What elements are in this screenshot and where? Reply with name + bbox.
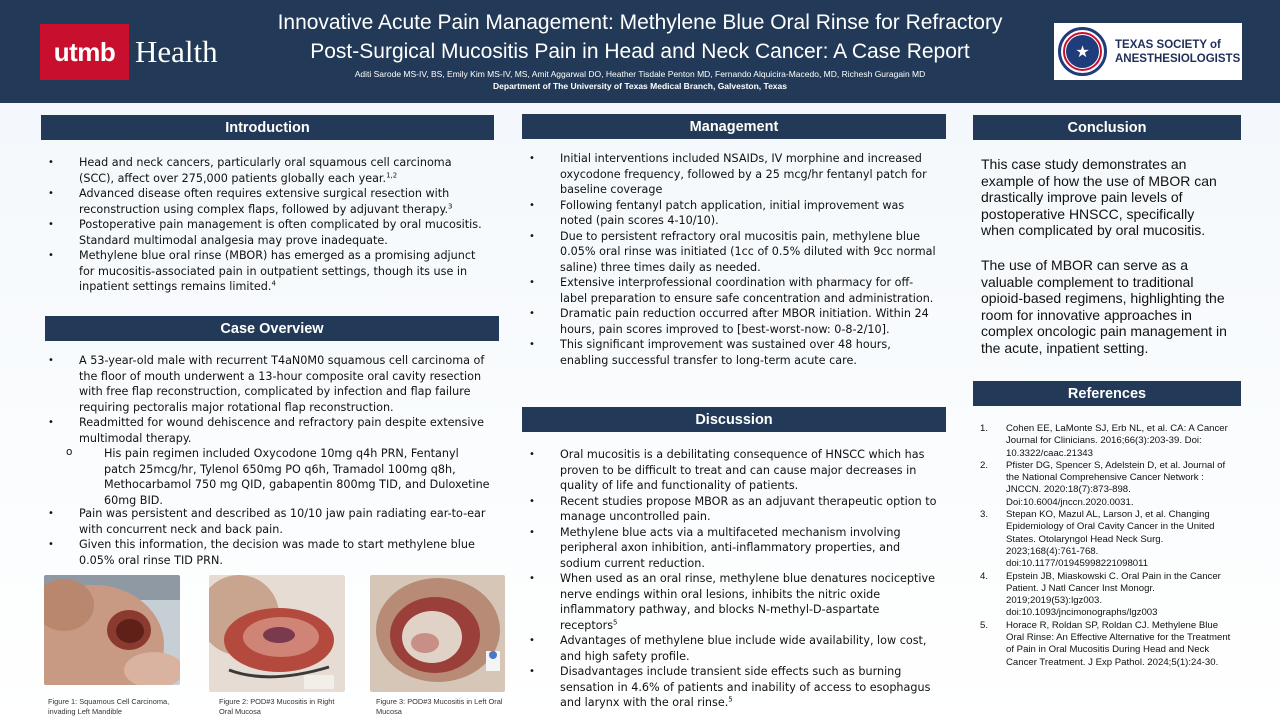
society-seal-icon — [1058, 27, 1107, 76]
society-name-line-2: ANESTHESIOLOGISTS — [1115, 52, 1241, 65]
case-overview-bullet: • Given this information, the decision was made to start methylene blue 0.05% oral rinse TID PRN. — [41, 537, 491, 568]
department-affiliation: Department of The University of Texas Medical Branch, Galveston, Texas — [493, 81, 787, 91]
reference-item: 2. Pfister DG, Spencer S, Adelstein D, et al. Journal of the National Comprehensive Cancer Network : JNCCN. 2020:18(7):873-898. Doi:10.6004/jnccn.2020.0031. — [980, 459, 1226, 508]
poster-header — [0, 0, 1280, 103]
management-bullet: • Initial interventions included NSAIDs, IV morphine and increased oxycodone frequency, followed by a 25 mcg/hr fentanyl patch for baseline coverage — [522, 151, 940, 198]
discussion-bullet: • Disadvantages include transient side effects such as burning sensation in 4.6% of patients and inability of access to esophagus and larynx with the oral rinse.$^5$ — [522, 664, 940, 711]
utmb-logo-box: utmb — [40, 24, 129, 80]
figure-3-caption: Figure 3: POD#3 Mucositis in Left Oral Mucosa — [376, 697, 503, 716]
case-overview-bullet: • Readmitted for wound dehiscence and refractory pain despite extensive multimodal therapy. — [41, 415, 491, 446]
case-overview-list-continued — [41, 506, 491, 568]
title-line-1: Innovative Acute Pain Management: Methylene Blue Oral Rinse for Refractory — [277, 11, 1003, 34]
discussion-bullet: • Recent studies propose MBOR as an adjuvant therapeutic option to manage uncontrolled pain. — [522, 494, 940, 525]
case-overview-heading: Case Overview — [45, 316, 499, 341]
texas-society-anesthesiologists-logo — [1054, 23, 1242, 80]
figure-1-photo — [44, 575, 180, 685]
introduction-bullet: • Methylene blue oral rinse (MBOR) has emerged as a promising adjunct for mucositis-associated pain in outpatient settings, though its use in inpatient settings remains limited.$^4$ — [41, 248, 486, 295]
references-heading: References — [973, 381, 1241, 406]
conclusion-paragraph-2: The use of MBOR can serve as a valuable complement to traditional opioid-based regimens, highlighting the room for innovative approaches in complex oncologic pain management in the acute, inpatient setting. — [981, 257, 1227, 356]
introduction-list — [41, 155, 486, 295]
figure-2-photo — [209, 575, 345, 692]
pain-regimen-sub-bullet: o His pain regimen included Oxycodone 10mg q4h PRN, Fentanyl patch 25mcg/hr, Tylenol 650mg PO q6h, Tramadol 100mg q8h, Methocarbamol 750 mg QID, gabapentin 800mg TID, and Duloxetine 60mg BID. — [41, 446, 491, 508]
utmb-logo-health-word: Health — [135, 34, 218, 69]
reference-item: 4. Epstein JB, Miaskowski C. Oral Pain in the Cancer Patient. J Natl Cancer Inst Monogr. 2019;2019(53):lgz003. doi:10.1093/jncimonographs/lgz003 — [980, 570, 1221, 619]
discussion-bullet: • Methylene blue acts via a multifaceted mechanism involving peripheral axon inhibition, anti-inflammatory properties, and sodium current reduction. — [522, 525, 940, 572]
introduction-bullet: • Postoperative pain management is often complicated by oral mucositis. Standard multimodal analgesia may prove inadequate. — [41, 217, 486, 248]
figure-3-photo — [370, 575, 505, 692]
society-name — [1115, 38, 1240, 66]
discussion-bullet: • Advantages of methylene blue include wide availability, low cost, and high safety profile. — [522, 633, 940, 664]
introduction-bullet: • Head and neck cancers, particularly oral squamous cell carcinoma (SCC), affect over 275,000 patients globally each year.$^{1,2}$ — [41, 155, 486, 186]
figure-2-caption: Figure 2: POD#3 Mucositis in Right Oral Mucosa — [219, 697, 335, 716]
reference-item: 1. Cohen EE, LaMonte SJ, Erb NL, et al. CA: A Cancer Journal for Clinicians. 2016;66(3):203-39. Doi: 10.3322/caac.21343 — [980, 423, 1228, 459]
discussion-bullet: • When used as an oral rinse, methylene blue denatures nociceptive nerve endings within oral lesions, inhibits the nitric oxide inflammatory pathway, and blocks N-methyl-D-aspartate receptors$^5$ — [522, 571, 940, 633]
poster-title — [250, 8, 1030, 66]
texas-star-icon: ★ — [1066, 35, 1099, 68]
management-bullet: • Extensive interprofessional coordination with pharmacy for off-label preparation to ensure safe concentration and administration. — [522, 275, 940, 306]
title-line-2: Post-Surgical Mucositis Pain in Head and Neck Cancer: A Case Report — [310, 40, 970, 63]
conclusion-paragraph-1: This case study demonstrates an example of how the use of MBOR can drastically improve pain levels of postoperative HNSCC, specifically when complicated by oral mucositis. — [981, 156, 1217, 239]
case-overview-bullet: • A 53-year-old male with recurrent T4aN0M0 squamous cell carcinoma of the floor of mouth underwent a 13-hour composite oral cavity resection with free flap reconstruction, complicated by infection and flap failure requiring pectoralis major rotational flap reconstruction. — [41, 353, 491, 415]
management-bullet: • Due to persistent refractory oral mucositis pain, methylene blue 0.05% oral rinse was initiated (1cc of 0.5% diluted with 9cc normal saline) three times daily as needed. — [522, 229, 940, 276]
discussion-bullet: • Oral mucositis is a debilitating consequence of HNSCC which has proven to be difficult to treat and can cause major decreases in quality of life and functionality of patients. — [522, 447, 940, 494]
management-heading: Management — [522, 114, 946, 139]
management-bullet: • Following fentanyl patch application, initial improvement was noted (pain scores 4-10/10). — [522, 198, 940, 229]
utmb-health-logo — [40, 24, 234, 80]
conclusion-heading: Conclusion — [973, 115, 1241, 140]
society-name-line-1: TEXAS SOCIETY of — [1115, 38, 1221, 51]
author-list: Aditi Sarode MS-IV, BS, Emily Kim MS-IV, MS, Amit Aggarwal DO, Heather Tisdale Penton MD, Fernando Alquicira-Macedo, MD, Richesh Guragain MD — [354, 69, 926, 79]
discussion-heading: Discussion — [522, 407, 946, 432]
management-bullet: • Dramatic pain reduction occurred after MBOR initiation. Within 24 hours, pain scores improved to [best-worst-now: 0-8-2/10]. — [522, 306, 940, 337]
reference-item: 5. Horace R, Roldan SP, Roldan CJ. Methylene Blue Oral Rinse: An Effective Alternative for the Treatment of Pain in Oral Mucositis During Head and Neck Cancer Treatment. J Exp Pathol. 2024;5(1):24-30. — [980, 619, 1231, 668]
introduction-bullet: • Advanced disease often requires extensive surgical resection with reconstruction using complex flaps, followed by adjuvant therapy.$^3$ — [41, 186, 486, 217]
management-bullet: • This significant improvement was sustained over 48 hours, enabling successful transfer to long-term acute care. — [522, 337, 940, 368]
management-list — [522, 151, 940, 368]
reference-item: 3. Stepan KO, Mazul AL, Larson J, et al. Changing Epidemiology of Oral Cavity Cancer in the United States. Otolaryngol Head Neck Surg. 2023;168(4):761-768. doi:10.1177/01945998221098011 — [980, 509, 1215, 570]
case-overview-list — [41, 353, 491, 446]
case-overview-bullet: • Pain was persistent and described as 10/10 jaw pain radiating ear-to-ear with concurrent neck and back pain. — [41, 506, 491, 537]
discussion-list — [522, 447, 940, 711]
introduction-heading: Introduction — [41, 115, 494, 140]
pain-regimen-sublist — [41, 446, 491, 508]
references-list — [980, 423, 1238, 669]
figure-1-caption: Figure 1: Squamous Cell Carcinoma, invading Left Mandible — [48, 697, 170, 716]
